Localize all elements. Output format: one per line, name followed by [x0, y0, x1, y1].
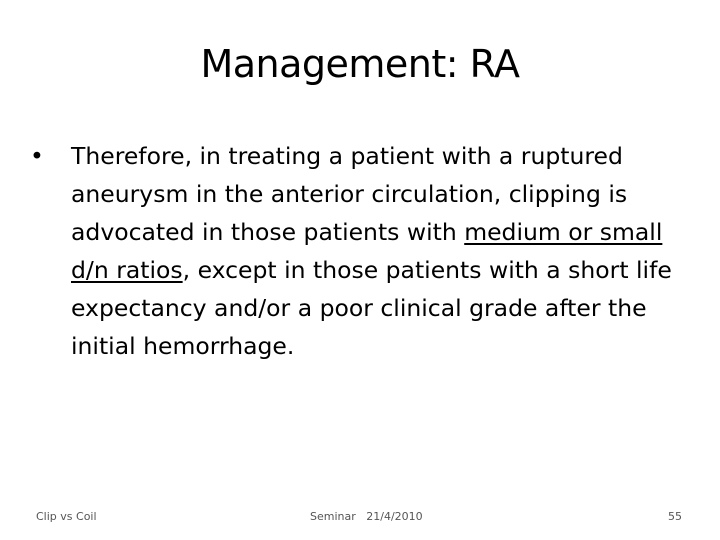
bullet-text-underlined: medium or small d/n ratios	[71, 218, 663, 284]
footer-left-label: Clip vs Coil	[36, 510, 97, 523]
bullet-icon: •	[30, 142, 44, 170]
bullet-text-after: , except in those patients with a short life expectancy and/or a poor clinical grade after the initial hemorrhage.	[71, 256, 672, 360]
footer-center-label: Seminar 21/4/2010	[310, 510, 423, 523]
slide-body	[30, 137, 690, 365]
bullet-text-before: Therefore, in treating a patient with a ruptured aneurysm in the anterior circulation, clipping is advocated in those patients with	[71, 142, 628, 246]
bullet-item	[30, 137, 690, 365]
slide-title: Management: RA	[200, 42, 520, 86]
footer-page-number: 55	[668, 510, 682, 523]
